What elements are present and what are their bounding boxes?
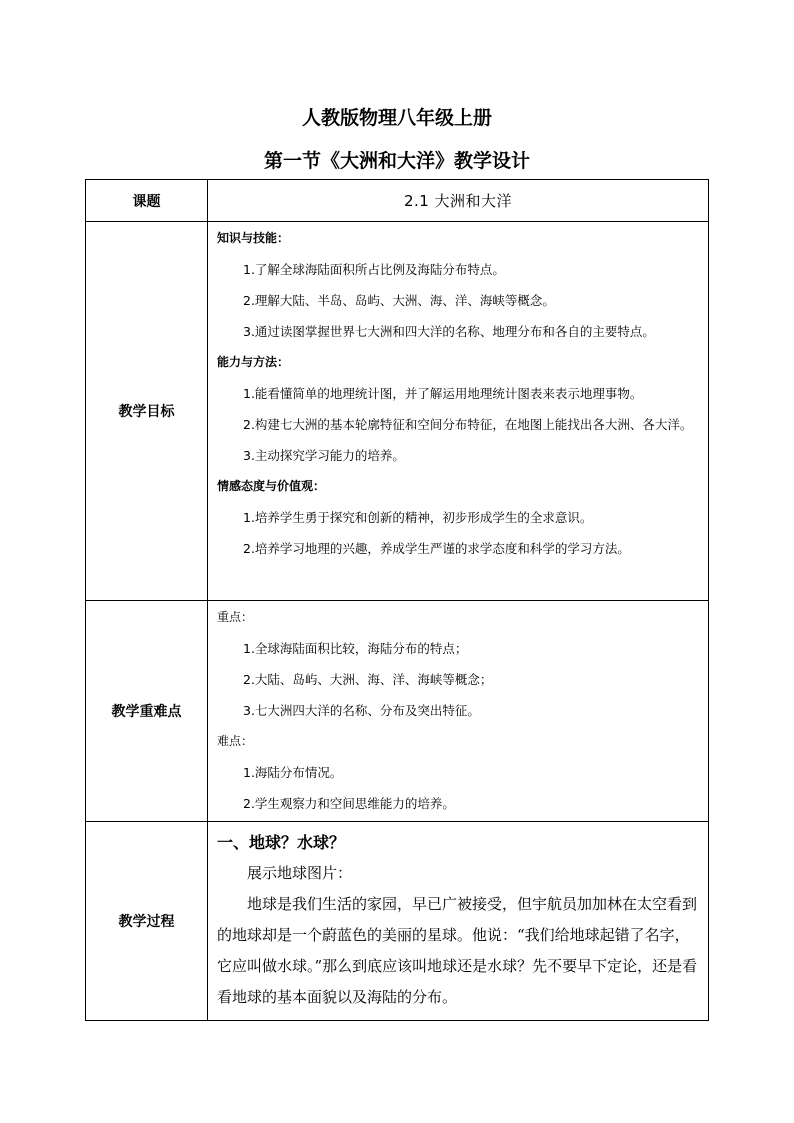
objectives-heading-attitude: 情感态度与价值观：	[217, 479, 326, 493]
objectives-cell	[208, 222, 709, 601]
list-item: 2.理解大陆、半岛、岛屿、大洲、海、洋、海峡等概念。	[243, 293, 555, 308]
list-item: 1.海陆分布情况。	[243, 765, 343, 780]
list-item: 2.大陆、岛屿、大洲、海、洋、海峡等概念；	[243, 672, 493, 687]
table-row	[86, 601, 709, 822]
row-label-topic: 课题	[86, 180, 208, 222]
list-item: 1.培养学生勇于探究和创新的精神，初步形成学生的全求意识。	[243, 510, 593, 525]
row-label-objectives: 教学目标	[86, 222, 208, 601]
document-subtitle: 第一节《大洲和大洋》教学设计	[263, 150, 530, 172]
table-row	[86, 180, 709, 222]
list-item: 2.构建七大洲的基本轮廓特征和空间分布特征，在地图上能找出各大洲、各大洋。	[243, 417, 693, 432]
list-item: 3.主动探究学习能力的培养。	[243, 448, 405, 463]
list-item: 1.了解全球海陆面积所占比例及海陆分布特点。	[243, 262, 505, 277]
key-points-heading: 重点：	[217, 610, 254, 624]
document-title: 人教版物理八年级上册	[301, 107, 492, 129]
topic-value: 2.1 大洲和大洋	[208, 180, 709, 222]
paragraph: 地球是我们生活的家园，早已广被接受，但宇航员加加林在太空看到的地球却是一个蔚蓝色的美丽的星球。他说：“我们给地球起错了名字，它应叫做水球。”那么到底应该叫地球还是水球？先不要早下定论，还是看看地球的基本面貌以及海陆的分布。	[217, 895, 698, 1006]
row-label-process: 教学过程	[86, 822, 208, 1021]
list-item: 2.培养学习地理的兴趣，养成学生严谨的求学态度和科学的学习方法。	[243, 541, 630, 556]
list-item: 1.能看懂简单的地理统计图，并了解运用地理统计图表来表示地理事物。	[243, 386, 643, 401]
paragraph: 展示地球图片：	[247, 864, 353, 882]
objectives-heading-ability: 能力与方法：	[217, 355, 290, 369]
list-item: 3.通过读图掌握世界七大洲和四大洋的名称、地理分布和各自的主要特点。	[243, 324, 655, 339]
list-item: 2.学生观察力和空间思维能力的培养。	[243, 796, 455, 811]
table-row	[86, 222, 709, 601]
section-title: 一、地球？水球？	[217, 833, 346, 852]
table-row	[86, 822, 709, 1021]
objectives-heading-knowledge: 知识与技能：	[217, 231, 290, 245]
difficulties-heading: 难点：	[217, 734, 254, 748]
list-item: 3.七大洲四大洋的名称、分布及突出特征。	[243, 703, 480, 718]
lesson-plan-table	[85, 179, 709, 1021]
row-label-key-points: 教学重难点	[86, 601, 208, 822]
list-item: 1.全球海陆面积比较，海陆分布的特点；	[243, 641, 468, 656]
key-points-cell	[208, 601, 709, 822]
process-cell	[208, 822, 709, 1021]
